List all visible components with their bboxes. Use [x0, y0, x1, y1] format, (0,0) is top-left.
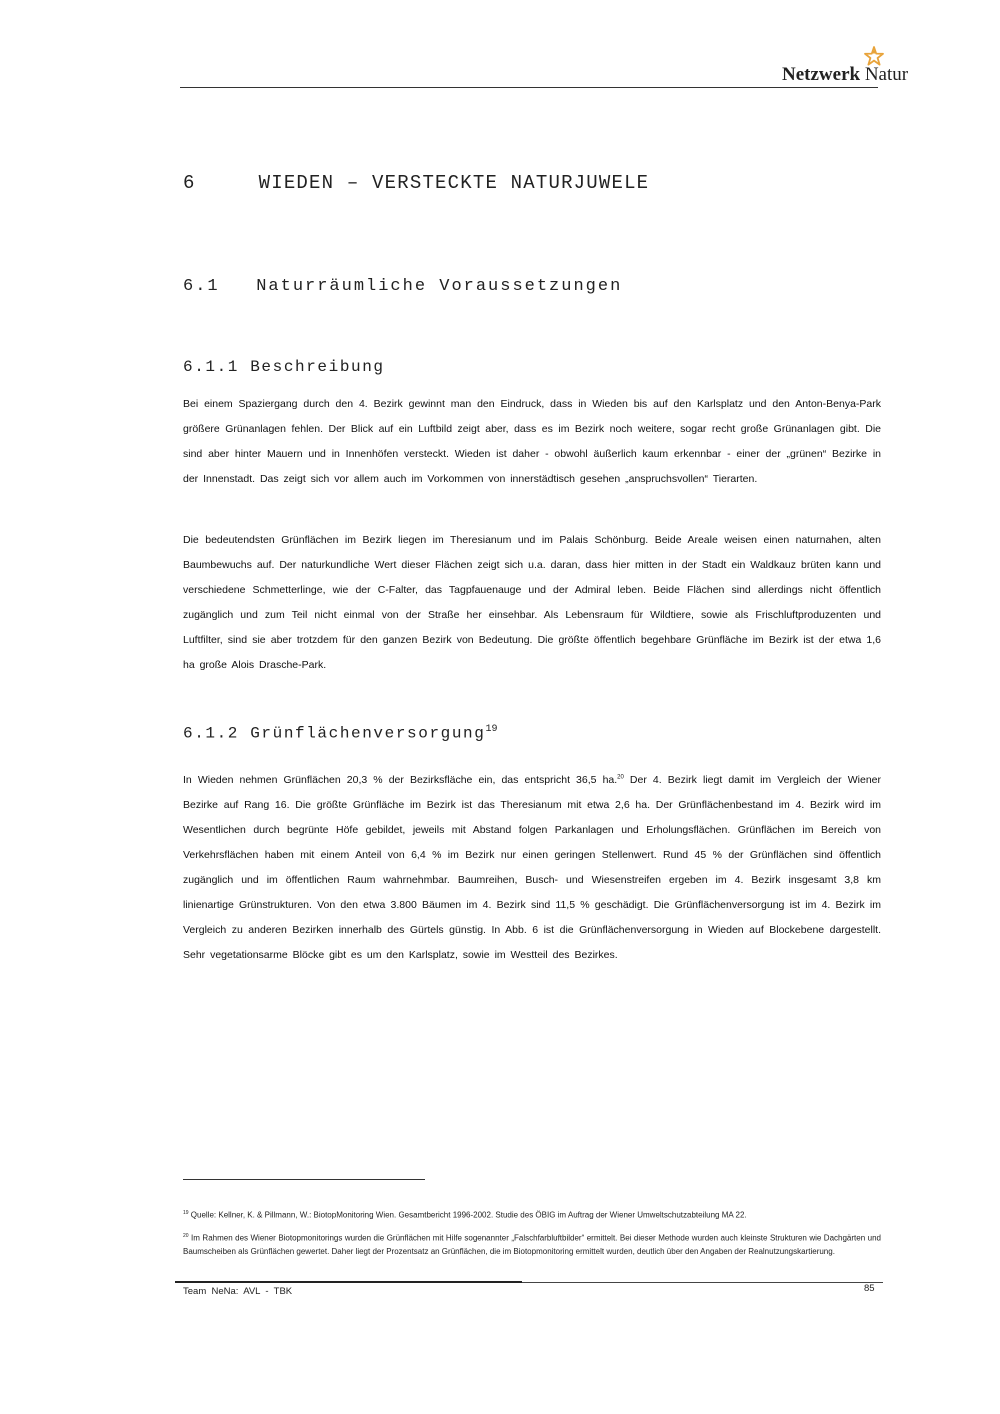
- header-divider: [180, 87, 878, 88]
- chapter-number: 6: [183, 172, 196, 194]
- subsection-number: 6.1.2: [183, 724, 240, 743]
- footnote-text: Quelle: Kellner, K. & Pillmann, W.: BiotopMonitoring Wien. Gesamtbericht 1996-2002. Studie des ÖBIG im Auftrag der Wiener Umweltschutzabteilung MA 22.: [190, 1210, 747, 1220]
- footnote-19: [183, 1207, 881, 1222]
- section-heading: [183, 277, 622, 296]
- chapter-title: WIEDEN – VERSTECKTE NATURJUWELE: [258, 172, 650, 194]
- logo-bold-text: Netzwerk: [782, 64, 861, 85]
- netzwerk-natur-logo: [780, 45, 930, 85]
- subsection-heading-beschreibung: [183, 358, 385, 376]
- footnote-20: [183, 1230, 881, 1258]
- footnote-reference[interactable]: 19: [485, 724, 498, 735]
- footnote-number: 20: [183, 1233, 189, 1239]
- logo-wordmark: [782, 64, 908, 86]
- paragraph-description: Bei einem Spaziergang durch den 4. Bezirk gewinnt man den Eindruck, dass in Wieden bis auf den Karlsplatz und den Anton-Benya-Park größere Grünanlagen fehlen. Der Blick auf ein Luftbild zeigt aber, dass es im Bezirk noch weitere, sogar recht große Grünanlagen gibt. Die sind aber hinter Mauern und in Innenhöfen versteckt. Wieden ist daher - obwohl äußerlich kaum erkennbar - einer der „grünen“ Bezirke in der Innenstadt. Das zeigt sich vor allem auch im Vorkommen von innerstädtisch gesehen „anspruchsvollen“ Tierarten.: [183, 398, 881, 485]
- paragraph-text: Der 4. Bezirk liegt damit im Vergleich der Wiener Bezirke auf Rang 16. Die größte Grünfläche im Bezirk ist das Theresianum mit etwa 2,6 ha. Der Grünflächenbestand im 4. Bezirk wird im Wesentlichen durch begrünte Höfe gebildet, jeweils mit Abstand folgen Parkanlagen und Erholungsflächen. Grünflächen im Bereich von Verkehrsflächen haben mit einem Anteil von 6,4 % im Bezirk nur einen geringen Stellenwert. Rund 45 % der Grünflächen sind öffentlich zugänglich und im öffentlichen Raum wahrnehmbar. Baumreihen, Busch- und Wiesenstreifen ergeben im 4. Bezirk insgesamt 3,8 km linienartige Grünstrukturen. Von den etwa 3.800 Bäumen im 4. Bezirk sind 11,5 % geschädigt. Die Grünflächenversorgung ist im 4. Bezirk im Vergleich zu anderen Bezirken innerhalb des Gürtels günstig. In Abb. 6 ist die Grünflächenversorgung in Wieden auf Blockebene dargestellt. Sehr vegetationsarme Blöcke gibt es um den Karlsplatz, sowie im Westteil des Bezirkes.: [183, 774, 881, 961]
- footer-team-label: Team NeNa: AVL - TBK: [183, 1286, 293, 1297]
- subsection-number: 6.1.1: [183, 358, 240, 376]
- paragraph-green-supply: [183, 768, 881, 968]
- logo-regular-text: Natur: [864, 64, 909, 85]
- footer-divider-thick: [175, 1281, 522, 1283]
- footer-divider-thin: [522, 1282, 883, 1283]
- footnote-divider: [183, 1179, 425, 1180]
- subsection-heading-gruenflaechenversorgung: [183, 724, 497, 742]
- footnote-text: Im Rahmen des Wiener Biotopmonitorings wurden die Grünflächen mit Hilfe sogenannter „Falschfarbluftbilder“ ermittelt. Bei dieser Methode wurden auch kleinste Strukturen wie Dachgärten und Baumscheiben als Grünflächen gewertet. Daher liegt der Prozentsatz an Grünflächen, die im Biotopmonitoring ermittelt wurden, deutlich über den Angaben der Realnutzungskartierung.: [183, 1233, 881, 1256]
- paragraph-text: In Wieden nehmen Grünflächen 20,3 % der Bezirksfläche ein, das entspricht 36,5 ha.: [183, 774, 618, 786]
- subsection-title: Grünflächenversorgung: [250, 724, 486, 743]
- section-number: 6.1: [183, 277, 220, 296]
- footnote-number: 19: [183, 1210, 189, 1216]
- subsection-title: Beschreibung: [250, 358, 385, 376]
- paragraph-green-areas: Die bedeutendsten Grünflächen im Bezirk liegen im Theresianum und im Palais Schönburg. Beide Areale weisen einen naturnahen, alten Baumbewuchs auf. Der naturkundliche Wert dieser Flächen zeigt sich u.a. daran, dass hier mitten in der Stadt ein Waldkauz brüten kann und verschiedene Schmetterlinge, wie der C-Falter, das Tagpfauenauge und der Admiral leben. Beide Flächen sind allerdings nicht öffentlich zugänglich und zum Teil nicht einmal von der Straße her einsehbar. Als Lebensraum für Wildtiere, sowie als Frischluftproduzenten und Luftfilter, sind sie aber trotzdem für den ganzen Bezirk von Bedeutung. Die größte öffentlich begehbare Grünfläche im Bezirk ist der etwa 1,6 ha große Alois Drasche-Park.: [183, 534, 881, 671]
- chapter-heading: [183, 172, 649, 194]
- section-title: Naturräumliche Voraussetzungen: [256, 277, 623, 296]
- footnote-reference[interactable]: 20: [617, 774, 624, 781]
- page-number: 85: [864, 1283, 875, 1294]
